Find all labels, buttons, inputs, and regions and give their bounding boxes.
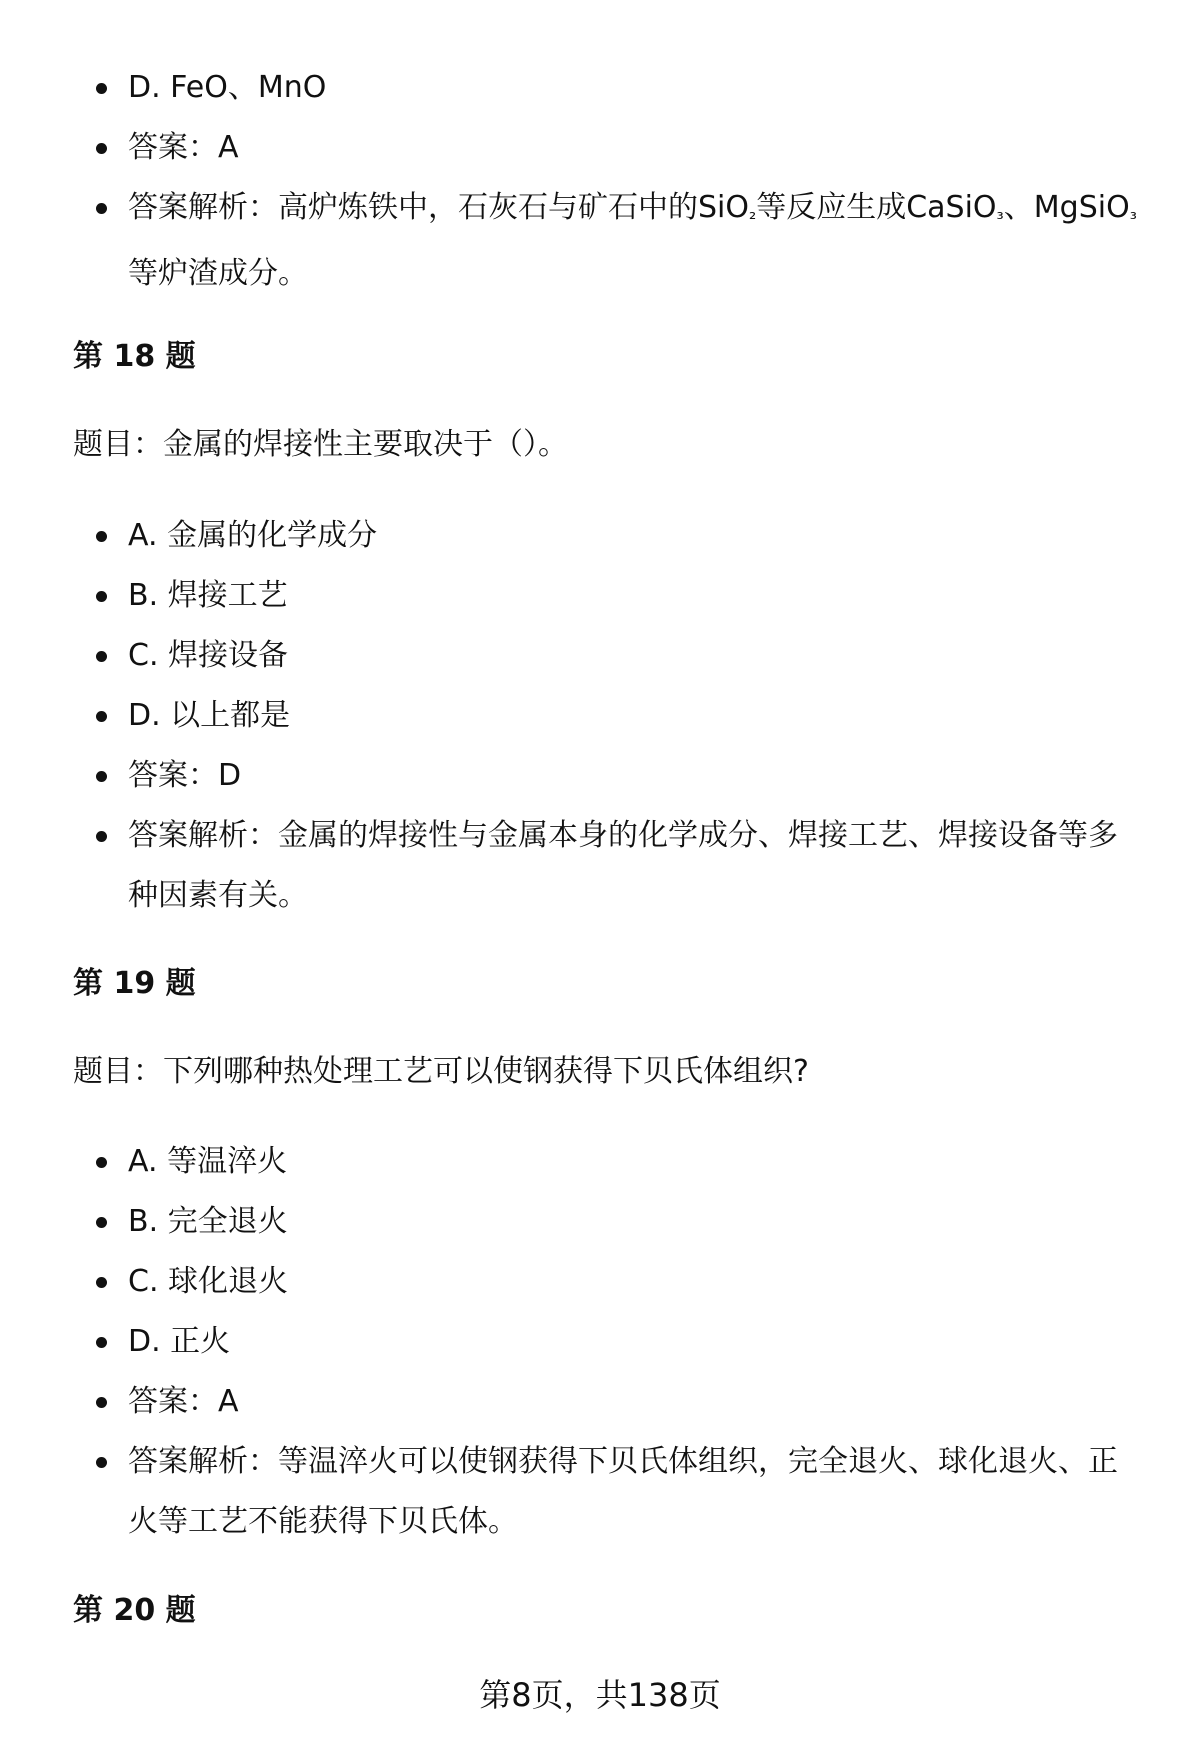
option-c: C. 焊接设备 (0, 626, 1200, 686)
option-d: D. 以上都是 (0, 686, 1200, 746)
option-d: D. FeO、MnO (0, 58, 1200, 118)
bullet-icon (96, 1157, 107, 1168)
bullet-icon (96, 1397, 107, 1408)
option-a: A. 等温淬火 (0, 1132, 1200, 1192)
bullet-icon (96, 771, 107, 782)
answer: 答案：D (0, 746, 1200, 806)
option-d: D. 正火 (0, 1312, 1200, 1372)
bullet-icon (96, 591, 107, 602)
bullet-icon (96, 711, 107, 722)
question-heading: 第 19 题 (73, 966, 196, 1001)
question-heading: 第 20 题 (73, 1593, 196, 1628)
bullet-icon (96, 651, 107, 662)
page-number-footer: 第8页，共138页 (479, 1676, 721, 1714)
bullet-icon (96, 531, 107, 542)
option-b: B. 完全退火 (0, 1192, 1200, 1252)
bullet-icon (96, 1337, 107, 1348)
answer-analysis: 答案解析：等温淬火可以使钢获得下贝氏体组织，完全退火、球化退火、正火等工艺不能获得下贝氏体。 (0, 1432, 1200, 1552)
q17-options-list (0, 58, 1200, 304)
answer: 答案：A (0, 118, 1200, 178)
bullet-icon (96, 203, 107, 214)
bullet-icon (96, 831, 107, 842)
question-text: 题目：下列哪种热处理工艺可以使钢获得下贝氏体组织? (73, 1054, 809, 1089)
q19-options-list (0, 1132, 1200, 1552)
bullet-icon (96, 1217, 107, 1228)
answer: 答案：A (0, 1372, 1200, 1432)
option-b: B. 焊接工艺 (0, 566, 1200, 626)
bullet-icon (96, 1277, 107, 1288)
option-c: C. 球化退火 (0, 1252, 1200, 1312)
answer-analysis: 答案解析：高炉炼铁中，石灰石与矿石中的SiO$_{_2}$等反应生成CaSiO$_{_3}$、MgSiO$_{_3}$等炉渣成分。 (0, 178, 1200, 304)
bullet-icon (96, 143, 107, 154)
question-heading: 第 18 题 (73, 339, 196, 374)
question-text: 题目：金属的焊接性主要取决于（）。 (73, 427, 568, 462)
bullet-icon (96, 83, 107, 94)
q18-options-list (0, 506, 1200, 926)
answer-analysis: 答案解析：金属的焊接性与金属本身的化学成分、焊接工艺、焊接设备等多种因素有关。 (0, 806, 1200, 926)
option-a: A. 金属的化学成分 (0, 506, 1200, 566)
bullet-icon (96, 1457, 107, 1468)
